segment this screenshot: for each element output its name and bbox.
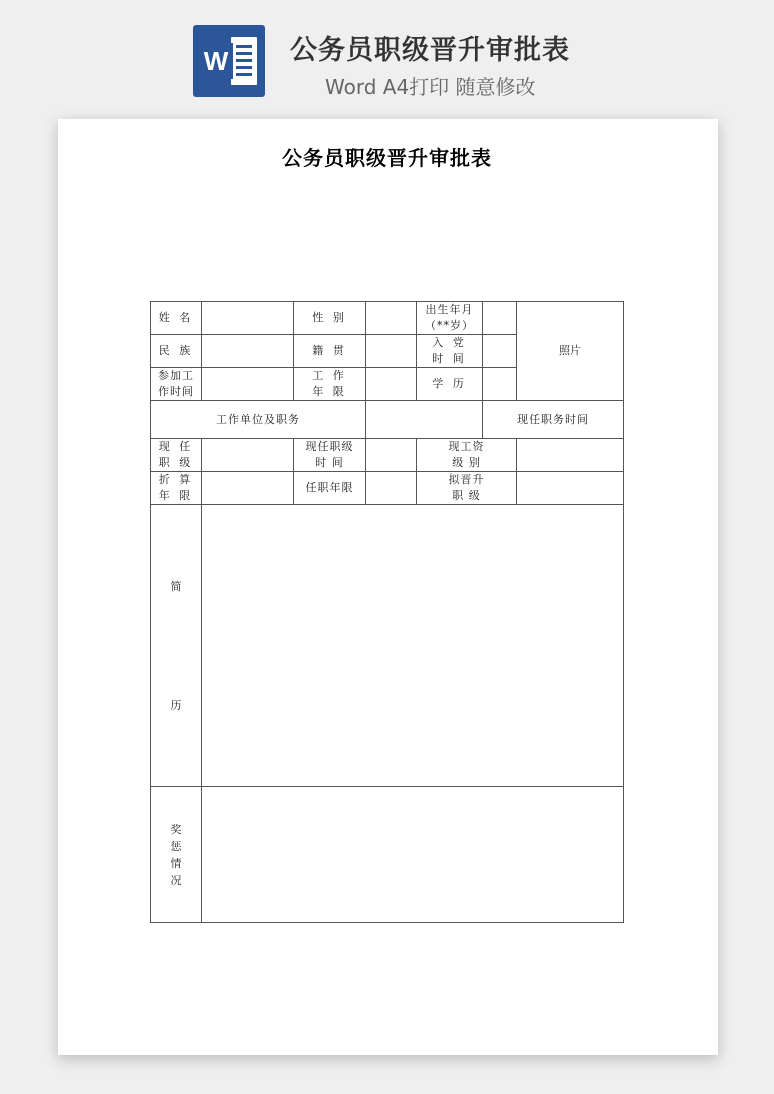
label-unit-position: 工作单位及职务	[151, 401, 366, 439]
field-rewards[interactable]	[202, 787, 624, 923]
field-birth[interactable]	[483, 302, 517, 335]
field-work-start[interactable]	[202, 368, 294, 401]
label-education: 学 历	[417, 368, 483, 401]
field-ethnicity[interactable]	[202, 335, 294, 368]
field-gender[interactable]	[366, 302, 417, 335]
field-native-place[interactable]	[366, 335, 417, 368]
label-current-position-time: 现任职务时间	[483, 401, 624, 439]
label-converted-years: 折 算 年 限	[151, 472, 202, 505]
label-name: 姓 名	[151, 302, 202, 335]
word-app-icon	[193, 25, 265, 97]
field-name[interactable]	[202, 302, 294, 335]
document-lines-icon	[231, 37, 257, 85]
label-native-place: 籍 贯	[294, 335, 366, 368]
field-resume[interactable]	[202, 505, 624, 787]
field-party-date[interactable]	[483, 335, 517, 368]
field-education[interactable]	[483, 368, 517, 401]
field-converted-years[interactable]	[202, 472, 294, 505]
label-resume: 简 历	[151, 505, 202, 787]
photo-cell[interactable]: 照片	[517, 302, 624, 401]
field-current-salary-level[interactable]	[517, 439, 624, 472]
label-gender: 性 别	[294, 302, 366, 335]
field-work-years[interactable]	[366, 368, 417, 401]
label-current-rank-time: 现任职级 时 间	[294, 439, 366, 472]
banner-subtitle: Word A4打印 随意修改	[325, 75, 536, 99]
banner-title: 公务员职级晋升审批表	[290, 35, 570, 66]
field-unit-position[interactable]	[366, 401, 483, 439]
word-letter-icon: W	[199, 43, 233, 79]
field-proposed-rank[interactable]	[517, 472, 624, 505]
label-work-years: 工 作 年 限	[294, 368, 366, 401]
field-tenure-years[interactable]	[366, 472, 417, 505]
field-current-rank-time[interactable]	[366, 439, 417, 472]
label-current-rank: 现 任 职 级	[151, 439, 202, 472]
label-work-start: 参加工 作时间	[151, 368, 202, 401]
label-current-salary-level: 现工资 级 别	[417, 439, 517, 472]
label-rewards: 奖 惩 情 况	[151, 787, 202, 923]
label-ethnicity: 民 族	[151, 335, 202, 368]
field-current-rank[interactable]	[202, 439, 294, 472]
label-party-date: 入 党 时 间	[417, 335, 483, 368]
document-title: 公务员职级晋升审批表	[282, 146, 492, 170]
approval-form-table	[150, 301, 624, 923]
label-proposed-rank: 拟晋升 职 级	[417, 472, 517, 505]
label-birth: 出生年月 （**岁）	[417, 302, 483, 335]
label-tenure-years: 任职年限	[294, 472, 366, 505]
